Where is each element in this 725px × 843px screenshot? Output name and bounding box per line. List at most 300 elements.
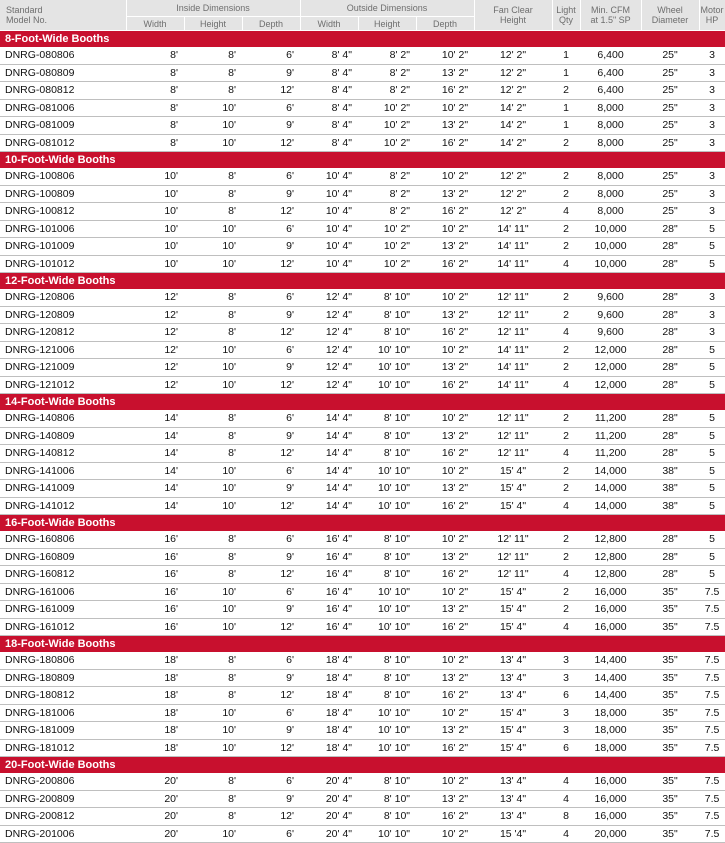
- model-no-cell: DNRG-100806: [0, 168, 126, 185]
- inside-depth-cell: 12': [242, 808, 300, 826]
- table-body: [0, 31, 725, 843]
- motor-line2: HP: [705, 15, 719, 25]
- inside-height-cell: 10': [184, 601, 242, 619]
- outside-width-cell: 20' 4": [300, 773, 358, 790]
- section-title: 14-Foot-Wide Booths: [0, 394, 725, 411]
- fan-clear-height-cell: 14' 11": [474, 359, 552, 377]
- table-row: [0, 376, 725, 394]
- light-qty-cell: 2: [552, 134, 580, 152]
- outside-depth-cell: 10' 2": [416, 341, 474, 359]
- fan-clear-height-cell: 12' 2": [474, 203, 552, 221]
- wheel-diameter-cell: 28": [641, 324, 699, 342]
- wheel-diameter-cell: 28": [641, 548, 699, 566]
- outside-depth-cell: 16' 2": [416, 566, 474, 584]
- section-header: [0, 515, 725, 532]
- motor-hp-cell: 3: [699, 185, 725, 203]
- outside-height-cell: 10' 10": [358, 341, 416, 359]
- light-qty-cell: 4: [552, 566, 580, 584]
- outside-width-cell: 10' 4": [300, 220, 358, 238]
- outside-height-cell: 8' 10": [358, 790, 416, 808]
- wheel-diameter-cell: 25": [641, 203, 699, 221]
- inside-width-cell: 10': [126, 220, 184, 238]
- inside-depth-cell: 6': [242, 289, 300, 306]
- light-qty-cell: 3: [552, 669, 580, 687]
- fan-clear-height-cell: 14' 11": [474, 341, 552, 359]
- wheel-diameter-cell: 35": [641, 808, 699, 826]
- outside-width-cell: 8' 4": [300, 47, 358, 64]
- outside-depth-cell: 13' 2": [416, 669, 474, 687]
- outside-width-cell: 16' 4": [300, 601, 358, 619]
- motor-hp-cell: 5: [699, 376, 725, 394]
- inside-height-cell: 8': [184, 324, 242, 342]
- light-qty-cell: 4: [552, 324, 580, 342]
- outside-width-cell: 10' 4": [300, 255, 358, 273]
- inside-depth-cell: 12': [242, 82, 300, 100]
- min-cfm-cell: 16,000: [580, 601, 641, 619]
- min-cfm-cell: 16,000: [580, 773, 641, 790]
- inside-width-cell: 14': [126, 445, 184, 463]
- inside-height-cell: 8': [184, 306, 242, 324]
- inside-width-cell: 16': [126, 601, 184, 619]
- min-cfm-cell: 16,000: [580, 583, 641, 601]
- fan-clear-height-cell: 13' 4": [474, 808, 552, 826]
- inside-height-cell: 10': [184, 134, 242, 152]
- section-title: 10-Foot-Wide Booths: [0, 152, 725, 169]
- inside-width-cell: 18': [126, 722, 184, 740]
- motor-hp-cell: 5: [699, 548, 725, 566]
- outside-width-cell: 12' 4": [300, 341, 358, 359]
- min-cfm-cell: 14,000: [580, 462, 641, 480]
- inside-height-cell: 8': [184, 203, 242, 221]
- wheel-diameter-cell: 25": [641, 168, 699, 185]
- inside-height-cell: 8': [184, 790, 242, 808]
- section-title: 20-Foot-Wide Booths: [0, 757, 725, 774]
- min-cfm-cell: 14,000: [580, 497, 641, 515]
- inside-width-cell: 8': [126, 82, 184, 100]
- outside-depth-cell: 10' 2": [416, 462, 474, 480]
- outside-depth-cell: 13' 2": [416, 548, 474, 566]
- model-no-cell: DNRG-120809: [0, 306, 126, 324]
- inside-depth-cell: 9': [242, 427, 300, 445]
- inside-width-cell: 16': [126, 548, 184, 566]
- motor-hp-cell: 5: [699, 359, 725, 377]
- outside-height-cell: 10' 10": [358, 739, 416, 757]
- inside-height-cell: 10': [184, 722, 242, 740]
- fan-clear-height-cell: 14' 2": [474, 134, 552, 152]
- inside-width-cell: 14': [126, 410, 184, 427]
- wheel-diameter-cell: 28": [641, 445, 699, 463]
- inside-height-cell: 10': [184, 99, 242, 117]
- table-row: [0, 704, 725, 722]
- motor-hp-cell: 3: [699, 99, 725, 117]
- wheel-diameter-cell: 28": [641, 359, 699, 377]
- light-qty-cell: 3: [552, 704, 580, 722]
- inside-height-cell: 10': [184, 238, 242, 256]
- outside-depth-cell: 13' 2": [416, 306, 474, 324]
- outside-width-cell: 14' 4": [300, 462, 358, 480]
- section-header: [0, 31, 725, 48]
- model-no-cell: DNRG-140809: [0, 427, 126, 445]
- fan-clear-height-cell: 15' 4": [474, 480, 552, 498]
- min-cfm-cell: 8,000: [580, 117, 641, 135]
- inside-height-cell: 8': [184, 531, 242, 548]
- fan-clear-height-cell: 14' 11": [474, 238, 552, 256]
- fan-clear-height-cell: 15' 4": [474, 601, 552, 619]
- inside-height-cell: 10': [184, 462, 242, 480]
- inside-depth-cell: 6': [242, 825, 300, 843]
- motor-hp-cell: 5: [699, 531, 725, 548]
- motor-hp-cell: 7.5: [699, 773, 725, 790]
- table-row: [0, 47, 725, 64]
- inside-height-cell: 8': [184, 185, 242, 203]
- light-qty-cell: 1: [552, 99, 580, 117]
- inside-depth-cell: 9': [242, 722, 300, 740]
- model-no-cell: DNRG-161012: [0, 618, 126, 636]
- outside-dimensions-header: Outside Dimensions: [300, 0, 474, 17]
- outside-height-cell: 8' 10": [358, 306, 416, 324]
- table-row: [0, 548, 725, 566]
- cfm-line2: at 1.5" SP: [590, 15, 631, 25]
- inside-width-cell: 20': [126, 808, 184, 826]
- model-no-cell: DNRG-141006: [0, 462, 126, 480]
- inside-width-cell: 10': [126, 238, 184, 256]
- outside-depth-header: Depth: [416, 17, 474, 31]
- outside-width-cell: 10' 4": [300, 168, 358, 185]
- light-qty-cell: 4: [552, 773, 580, 790]
- min-cfm-cell: 8,000: [580, 203, 641, 221]
- fan-clear-height-cell: 12' 2": [474, 64, 552, 82]
- wheel-diameter-cell: 28": [641, 238, 699, 256]
- light-qty-cell: 4: [552, 255, 580, 273]
- outside-width-cell: 10' 4": [300, 185, 358, 203]
- min-cfm-cell: 6,400: [580, 82, 641, 100]
- table-row: [0, 445, 725, 463]
- inside-depth-cell: 12': [242, 203, 300, 221]
- table-row: [0, 722, 725, 740]
- light-qty-cell: 2: [552, 289, 580, 306]
- inside-height-cell: 8': [184, 289, 242, 306]
- fan-clear-height-cell: 12' 2": [474, 168, 552, 185]
- inside-depth-cell: 9': [242, 117, 300, 135]
- inside-height-cell: 8': [184, 168, 242, 185]
- inside-depth-cell: 6': [242, 168, 300, 185]
- min-cfm-cell: 6,400: [580, 47, 641, 64]
- inside-width-cell: 20': [126, 790, 184, 808]
- inside-width-header: Width: [126, 17, 184, 31]
- fan-clear-height-cell: 12' 2": [474, 47, 552, 64]
- outside-depth-cell: 10' 2": [416, 220, 474, 238]
- outside-height-cell: 10' 10": [358, 359, 416, 377]
- outside-depth-cell: 16' 2": [416, 445, 474, 463]
- table-row: [0, 618, 725, 636]
- model-no-cell: DNRG-121012: [0, 376, 126, 394]
- table-row: [0, 462, 725, 480]
- wheel-diameter-cell: 25": [641, 99, 699, 117]
- fan-clear-height-cell: 15' 4": [474, 618, 552, 636]
- outside-height-cell: 8' 10": [358, 808, 416, 826]
- inside-depth-cell: 12': [242, 566, 300, 584]
- inside-height-cell: 10': [184, 583, 242, 601]
- fan-clear-height-cell: 12' 11": [474, 410, 552, 427]
- outside-depth-cell: 10' 2": [416, 531, 474, 548]
- inside-dimensions-header: Inside Dimensions: [126, 0, 300, 17]
- wheel-diameter-cell: 25": [641, 47, 699, 64]
- outside-depth-cell: 13' 2": [416, 238, 474, 256]
- fan-clear-height-cell: 13' 4": [474, 652, 552, 669]
- section-title: 16-Foot-Wide Booths: [0, 515, 725, 532]
- inside-depth-cell: 12': [242, 445, 300, 463]
- model-no-cell: DNRG-200806: [0, 773, 126, 790]
- min-cfm-cell: 12,800: [580, 531, 641, 548]
- light-qty-cell: 2: [552, 82, 580, 100]
- wheel-diameter-cell: 28": [641, 376, 699, 394]
- outside-height-cell: 8' 10": [358, 324, 416, 342]
- table-row: [0, 566, 725, 584]
- table-row: [0, 117, 725, 135]
- wheel-diameter-cell: 35": [641, 790, 699, 808]
- inside-depth-cell: 6': [242, 410, 300, 427]
- model-no-cell: DNRG-141009: [0, 480, 126, 498]
- outside-width-cell: 20' 4": [300, 790, 358, 808]
- fan-clear-height-cell: 14' 11": [474, 376, 552, 394]
- min-cfm-cell: 10,000: [580, 255, 641, 273]
- wheel-diameter-cell: 25": [641, 82, 699, 100]
- light-qty-cell: 2: [552, 427, 580, 445]
- outside-width-cell: 8' 4": [300, 117, 358, 135]
- light-qty-cell: 3: [552, 652, 580, 669]
- inside-width-cell: 16': [126, 566, 184, 584]
- outside-width-cell: 14' 4": [300, 497, 358, 515]
- inside-depth-cell: 12': [242, 687, 300, 705]
- outside-height-cell: 8' 10": [358, 548, 416, 566]
- inside-width-cell: 12': [126, 289, 184, 306]
- motor-hp-cell: 7.5: [699, 583, 725, 601]
- table-row: [0, 531, 725, 548]
- min-cfm-cell: 12,000: [580, 341, 641, 359]
- model-no-cell: DNRG-101009: [0, 238, 126, 256]
- min-cfm-cell: 6,400: [580, 64, 641, 82]
- fan-clear-height-cell: 14' 2": [474, 99, 552, 117]
- wheel-diameter-cell: 28": [641, 289, 699, 306]
- table-row: [0, 203, 725, 221]
- inside-height-cell: 8': [184, 64, 242, 82]
- model-no-cell: DNRG-081006: [0, 99, 126, 117]
- outside-height-cell: 8' 10": [358, 687, 416, 705]
- outside-width-header: Width: [300, 17, 358, 31]
- model-no-cell: DNRG-160812: [0, 566, 126, 584]
- outside-depth-cell: 16' 2": [416, 739, 474, 757]
- model-no-cell: DNRG-180806: [0, 652, 126, 669]
- outside-depth-cell: 13' 2": [416, 185, 474, 203]
- wheel-diameter-cell: 35": [641, 583, 699, 601]
- inside-width-cell: 16': [126, 531, 184, 548]
- table-row: [0, 306, 725, 324]
- model-no-cell: DNRG-101006: [0, 220, 126, 238]
- inside-height-cell: 8': [184, 773, 242, 790]
- min-cfm-cell: 11,200: [580, 410, 641, 427]
- outside-width-cell: 12' 4": [300, 289, 358, 306]
- fan-clear-height-cell: 14' 2": [474, 117, 552, 135]
- outside-height-cell: 8' 10": [358, 445, 416, 463]
- inside-width-cell: 14': [126, 462, 184, 480]
- model-no-cell: DNRG-100812: [0, 203, 126, 221]
- motor-hp-cell: 5: [699, 410, 725, 427]
- model-no-cell: DNRG-181012: [0, 739, 126, 757]
- fan-clear-line1: Fan Clear: [493, 5, 533, 15]
- light-line2: Qty: [559, 15, 574, 25]
- table-row: [0, 427, 725, 445]
- wheel-diameter-cell: 35": [641, 739, 699, 757]
- motor-hp-cell: 3: [699, 134, 725, 152]
- outside-width-cell: 8' 4": [300, 99, 358, 117]
- motor-hp-cell: 5: [699, 341, 725, 359]
- outside-depth-cell: 16' 2": [416, 376, 474, 394]
- min-cfm-cell: 18,000: [580, 739, 641, 757]
- model-no-cell: DNRG-180809: [0, 669, 126, 687]
- outside-height-cell: 10' 10": [358, 462, 416, 480]
- outside-width-cell: 16' 4": [300, 566, 358, 584]
- outside-depth-cell: 16' 2": [416, 134, 474, 152]
- motor-hp-cell: 7.5: [699, 739, 725, 757]
- inside-depth-cell: 9': [242, 238, 300, 256]
- inside-width-cell: 18': [126, 704, 184, 722]
- motor-hp-cell: 7.5: [699, 652, 725, 669]
- inside-depth-cell: 12': [242, 134, 300, 152]
- min-cfm-header: [580, 0, 641, 31]
- fan-clear-height-cell: 15' 4": [474, 462, 552, 480]
- fan-clear-height-cell: 12' 11": [474, 324, 552, 342]
- light-qty-cell: 4: [552, 618, 580, 636]
- section-title: 18-Foot-Wide Booths: [0, 636, 725, 653]
- motor-hp-cell: 5: [699, 445, 725, 463]
- inside-width-cell: 20': [126, 773, 184, 790]
- light-qty-cell: 2: [552, 306, 580, 324]
- wheel-diameter-cell: 25": [641, 64, 699, 82]
- inside-height-cell: 8': [184, 652, 242, 669]
- inside-height-cell: 8': [184, 669, 242, 687]
- motor-hp-cell: 5: [699, 566, 725, 584]
- min-cfm-cell: 16,000: [580, 808, 641, 826]
- model-header: [0, 0, 126, 31]
- inside-height-header: Height: [184, 17, 242, 31]
- wheel-diameter-cell: 35": [641, 601, 699, 619]
- inside-height-cell: 8': [184, 82, 242, 100]
- inside-depth-cell: 6': [242, 531, 300, 548]
- outside-height-cell: 8' 2": [358, 64, 416, 82]
- standard-label: Standard: [6, 5, 43, 15]
- outside-height-cell: 8' 10": [358, 566, 416, 584]
- outside-width-cell: 20' 4": [300, 808, 358, 826]
- model-no-cell: DNRG-160809: [0, 548, 126, 566]
- outside-depth-cell: 10' 2": [416, 410, 474, 427]
- inside-height-cell: 10': [184, 359, 242, 377]
- table-row: [0, 825, 725, 843]
- fan-clear-height-cell: 12' 2": [474, 185, 552, 203]
- wheel-diameter-cell: 25": [641, 185, 699, 203]
- inside-width-cell: 18': [126, 669, 184, 687]
- inside-height-cell: 10': [184, 117, 242, 135]
- inside-depth-cell: 9': [242, 548, 300, 566]
- light-qty-cell: 4: [552, 790, 580, 808]
- outside-height-cell: 10' 10": [358, 480, 416, 498]
- fan-clear-height-cell: 13' 4": [474, 790, 552, 808]
- light-qty-cell: 4: [552, 203, 580, 221]
- min-cfm-cell: 9,600: [580, 289, 641, 306]
- light-qty-cell: 2: [552, 238, 580, 256]
- outside-width-cell: 12' 4": [300, 376, 358, 394]
- min-cfm-cell: 10,000: [580, 220, 641, 238]
- table-row: [0, 739, 725, 757]
- min-cfm-cell: 11,200: [580, 445, 641, 463]
- inside-height-cell: 10': [184, 255, 242, 273]
- table-row: [0, 359, 725, 377]
- light-qty-cell: 2: [552, 548, 580, 566]
- min-cfm-cell: 8,000: [580, 99, 641, 117]
- outside-width-cell: 18' 4": [300, 704, 358, 722]
- wheel-line1: Wheel: [657, 5, 683, 15]
- model-no-cell: DNRG-141012: [0, 497, 126, 515]
- min-cfm-cell: 12,800: [580, 548, 641, 566]
- min-cfm-cell: 8,000: [580, 134, 641, 152]
- table-row: [0, 82, 725, 100]
- light-qty-cell: 6: [552, 687, 580, 705]
- light-qty-cell: 8: [552, 808, 580, 826]
- wheel-diameter-cell: 35": [641, 722, 699, 740]
- outside-height-cell: 10' 10": [358, 376, 416, 394]
- outside-height-cell: 8' 10": [358, 427, 416, 445]
- light-qty-cell: 4: [552, 445, 580, 463]
- motor-hp-cell: 5: [699, 255, 725, 273]
- fan-clear-height-cell: 15' 4": [474, 583, 552, 601]
- section-header: [0, 394, 725, 411]
- outside-height-cell: 10' 10": [358, 601, 416, 619]
- fan-clear-height-cell: 12' 11": [474, 289, 552, 306]
- model-no-cell: DNRG-140812: [0, 445, 126, 463]
- inside-width-cell: 18': [126, 687, 184, 705]
- table-row: [0, 790, 725, 808]
- wheel-diameter-cell: 38": [641, 462, 699, 480]
- outside-depth-cell: 16' 2": [416, 255, 474, 273]
- outside-depth-cell: 10' 2": [416, 99, 474, 117]
- motor-hp-cell: 5: [699, 220, 725, 238]
- motor-hp-header: [699, 0, 725, 31]
- min-cfm-cell: 10,000: [580, 238, 641, 256]
- min-cfm-cell: 9,600: [580, 324, 641, 342]
- outside-height-cell: 10' 2": [358, 220, 416, 238]
- outside-depth-cell: 10' 2": [416, 704, 474, 722]
- model-no-label: Model No.: [6, 15, 48, 25]
- inside-depth-cell: 12': [242, 497, 300, 515]
- outside-depth-cell: 13' 2": [416, 790, 474, 808]
- wheel-diameter-cell: 25": [641, 117, 699, 135]
- table-row: [0, 99, 725, 117]
- fan-clear-height-cell: 12' 11": [474, 445, 552, 463]
- motor-hp-cell: 3: [699, 117, 725, 135]
- outside-height-cell: 8' 2": [358, 168, 416, 185]
- table-row: [0, 808, 725, 826]
- inside-height-cell: 8': [184, 47, 242, 64]
- outside-width-cell: 8' 4": [300, 64, 358, 82]
- outside-depth-cell: 16' 2": [416, 203, 474, 221]
- inside-width-cell: 16': [126, 583, 184, 601]
- outside-height-cell: 10' 10": [358, 497, 416, 515]
- light-qty-cell: 2: [552, 359, 580, 377]
- light-qty-cell: 6: [552, 739, 580, 757]
- wheel-diameter-header: [641, 0, 699, 31]
- section-title: 8-Foot-Wide Booths: [0, 31, 725, 48]
- outside-width-cell: 12' 4": [300, 306, 358, 324]
- inside-width-cell: 8': [126, 117, 184, 135]
